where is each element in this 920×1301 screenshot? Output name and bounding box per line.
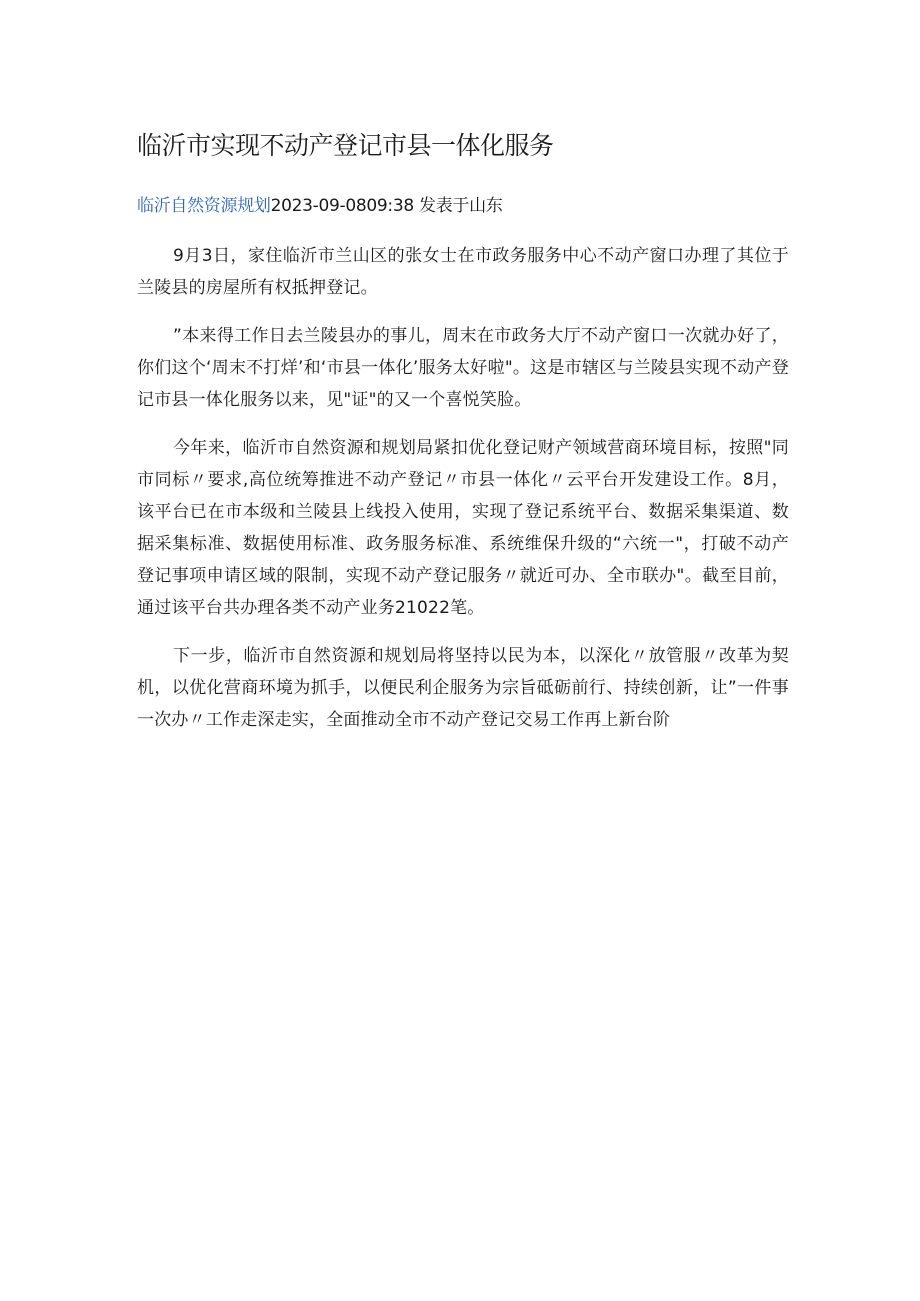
- article-datetime: 2023-09-0809:38: [270, 196, 414, 216]
- article-paragraph: ”本来得工作日去兰陵县办的事儿，周末在市政务大厅不动产窗口一次就办好了，你们这个‘周末不打烊’和‘市县一体化’服务太好啦"。这是市辖区与兰陵县实现不动产登记市县一体化服务以来，见"证"的又一个喜悦笑脸。: [137, 326, 789, 410]
- article-published-in: 发表于山东: [419, 196, 503, 216]
- article-paragraph: 下一步，临沂市自然资源和规划局将坚持以民为本，以深化〃放管服〃改革为契机，以优化营商环境为抓手，以便民利企服务为宗旨砥砺前行、持续创新，让”一件事一次办〃工作走深走实，全面推动全市不动产登记交易工作再上新台阶: [137, 646, 789, 730]
- article-body: [137, 240, 789, 752]
- article-meta: [137, 193, 797, 219]
- article-paragraph: 今年来，临沂市自然资源和规划局紧扣优化登记财产领域营商环境目标，按照"同市同标〃要求,高位统筹推进不动产登记〃市县一体化〃云平台开发建设工作。8月，该平台已在市本级和兰陵县上线投入使用，实现了登记系统平台、数据采集渠道、数据采集标准、数据使用标准、政务服务标准、系统维保升级的“六统一"，打破不动产登记事项申请区域的限制，实现不动产登记服务〃就近可办、全市联办"。截至目前，通过该平台共办理各类不动产业务21022笔。: [137, 438, 789, 618]
- article-paragraph: 9月3日，家住临沂市兰山区的张女士在市政务服务中心不动产窗口办理了其位于兰陵县的房屋所有权抵押登记。: [137, 246, 789, 298]
- article-title: 临沂市实现不动产登记市县一体化服务: [137, 131, 554, 160]
- article-source-link[interactable]: 临沂自然资源规划: [137, 196, 271, 216]
